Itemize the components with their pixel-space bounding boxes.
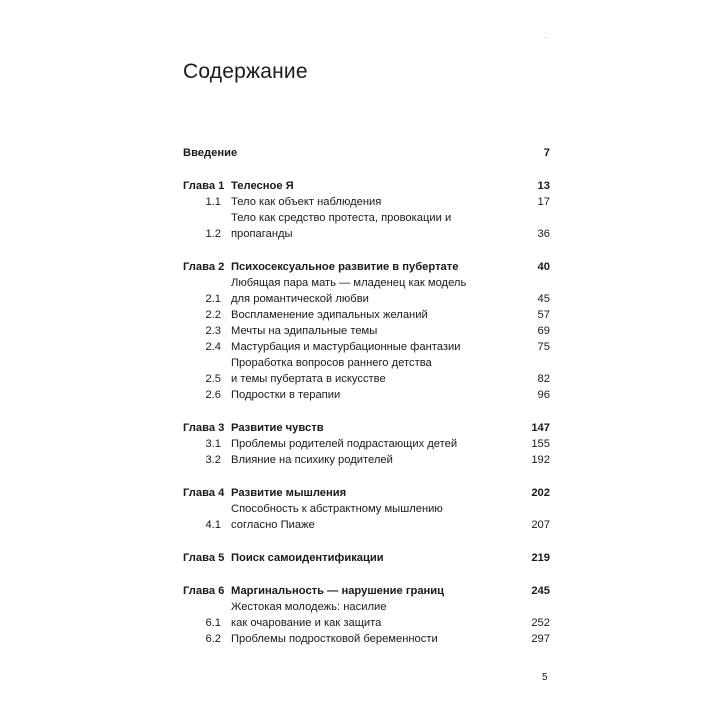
entry-title bbox=[231, 355, 510, 387]
entry-title-line: Воспламенение эдипальных желаний bbox=[231, 309, 428, 321]
entry-page: 75 bbox=[537, 341, 550, 353]
entry-title-line: Проработка вопросов раннего детства bbox=[231, 357, 432, 369]
entry-number: 2.2 bbox=[205, 309, 221, 321]
intro-page: 7 bbox=[543, 147, 550, 159]
chapter-section bbox=[183, 583, 550, 647]
entry-title bbox=[231, 501, 510, 533]
entry-title-line: и темы пубертата в искусстве bbox=[231, 373, 386, 385]
chapter-page: 147 bbox=[531, 422, 550, 434]
toc-entry[interactable] bbox=[183, 599, 550, 631]
toc-entry[interactable] bbox=[183, 194, 550, 210]
entry-title bbox=[231, 631, 510, 647]
chapter-section bbox=[183, 550, 550, 566]
chapter-page: 219 bbox=[531, 552, 550, 564]
entry-page: 82 bbox=[537, 373, 550, 385]
toc-entry[interactable] bbox=[183, 275, 550, 307]
entry-number: 3.2 bbox=[205, 454, 221, 466]
corner-mark: . bbox=[545, 33, 547, 40]
entry-number: 4.1 bbox=[205, 519, 221, 531]
entry-title-line: Подростки в терапии bbox=[231, 389, 341, 401]
entry-number: 2.1 bbox=[205, 293, 221, 305]
entry-page: 45 bbox=[537, 293, 550, 305]
chapter-row[interactable] bbox=[183, 550, 550, 566]
chapter-title: Телесное Я bbox=[231, 180, 294, 192]
entry-title-line: Тело как средство протеста, провокации и пропаганды bbox=[231, 212, 452, 240]
entry-number: 6.2 bbox=[205, 633, 221, 645]
toc-entry[interactable] bbox=[183, 323, 550, 339]
entry-page: 297 bbox=[531, 633, 550, 645]
toc-entry[interactable] bbox=[183, 631, 550, 647]
chapter-label: Глава 2 bbox=[183, 261, 225, 273]
entry-title bbox=[231, 452, 510, 468]
chapter-title: Маргинальность — нарушение границ bbox=[231, 585, 445, 597]
chapter-label: Глава 3 bbox=[183, 422, 225, 434]
entry-title bbox=[231, 436, 510, 452]
entry-title-line: Жестокая молодежь: насилие bbox=[231, 601, 387, 613]
entry-number: 1.2 bbox=[205, 228, 221, 240]
entry-page: 69 bbox=[537, 325, 550, 337]
entry-page: 207 bbox=[531, 519, 550, 531]
entry-title bbox=[231, 339, 510, 355]
entry-number: 6.1 bbox=[205, 617, 221, 629]
entry-title bbox=[231, 275, 510, 307]
entry-number: 2.4 bbox=[205, 341, 221, 353]
toc-entry[interactable] bbox=[183, 452, 550, 468]
chapter-section bbox=[183, 485, 550, 533]
entry-page: 57 bbox=[537, 309, 550, 321]
entry-number: 3.1 bbox=[205, 438, 221, 450]
page-title: Содержание bbox=[183, 60, 308, 83]
entry-title bbox=[231, 307, 510, 323]
chapter-label: Глава 5 bbox=[183, 552, 225, 564]
chapter-page: 202 bbox=[531, 487, 550, 499]
entry-number: 1.1 bbox=[205, 196, 221, 208]
page-number: 5 bbox=[542, 672, 548, 683]
entry-title-line: Мечты на эдипальные темы bbox=[231, 325, 378, 337]
entry-number: 2.6 bbox=[205, 389, 221, 401]
entry-page: 192 bbox=[531, 454, 550, 466]
entry-title-line: Проблемы родителей подрастающих детей bbox=[231, 438, 458, 450]
entry-title-line: Проблемы подростковой беременности bbox=[231, 633, 438, 645]
entry-title-line: Влияние на психику родителей bbox=[231, 454, 393, 466]
chapter-row[interactable] bbox=[183, 259, 550, 275]
chapter-row[interactable] bbox=[183, 583, 550, 599]
chapter-label: Глава 4 bbox=[183, 487, 225, 499]
entry-number: 2.3 bbox=[205, 325, 221, 337]
entry-page: 17 bbox=[537, 196, 550, 208]
entry-title-line: Способность к абстрактному мышлению bbox=[231, 503, 443, 515]
chapter-section bbox=[183, 178, 550, 242]
intro-label: Введение bbox=[183, 147, 238, 159]
chapter-title: Развитие чувств bbox=[231, 422, 324, 434]
toc-entry[interactable] bbox=[183, 210, 550, 242]
chapter-section bbox=[183, 420, 550, 468]
chapter-row[interactable] bbox=[183, 485, 550, 501]
toc-entry[interactable] bbox=[183, 355, 550, 387]
entry-title-line: Тело как объект наблюдения bbox=[231, 196, 382, 208]
entry-page: 252 bbox=[531, 617, 550, 629]
chapter-section bbox=[183, 259, 550, 403]
toc-entry[interactable] bbox=[183, 387, 550, 403]
toc-entry[interactable] bbox=[183, 307, 550, 323]
entry-title bbox=[231, 323, 510, 339]
entry-page: 155 bbox=[531, 438, 550, 450]
intro-row[interactable] bbox=[183, 145, 550, 161]
entry-title bbox=[231, 387, 510, 403]
toc-entry[interactable] bbox=[183, 339, 550, 355]
chapter-title: Развитие мышления bbox=[231, 487, 347, 499]
entry-title-line: Мастурбация и мастурбационные фантазии bbox=[231, 341, 461, 353]
entry-page: 36 bbox=[537, 228, 550, 240]
entry-title-line: для романтической любви bbox=[231, 293, 369, 305]
chapter-label: Глава 6 bbox=[183, 585, 225, 597]
table-of-contents bbox=[183, 145, 550, 664]
entry-title-line: Любящая пара мать — младенец как модель bbox=[231, 277, 467, 289]
entry-title bbox=[231, 210, 510, 242]
entry-number: 2.5 bbox=[205, 373, 221, 385]
toc-entry[interactable] bbox=[183, 436, 550, 452]
entry-title-line: как очарование и как защита bbox=[231, 617, 382, 629]
chapter-page: 245 bbox=[531, 585, 550, 597]
chapter-title: Поиск самоидентификации bbox=[231, 552, 384, 564]
intro-section bbox=[183, 145, 550, 161]
entry-title bbox=[231, 194, 510, 210]
chapter-page: 40 bbox=[537, 261, 550, 273]
chapter-row[interactable] bbox=[183, 178, 550, 194]
entry-page: 96 bbox=[537, 389, 550, 401]
toc-entry[interactable] bbox=[183, 501, 550, 533]
entry-title-line: согласно Пиаже bbox=[231, 519, 315, 531]
chapter-page: 13 bbox=[537, 180, 550, 192]
chapter-title: Психосексуальное развитие в пубертате bbox=[231, 261, 459, 273]
chapter-label: Глава 1 bbox=[183, 180, 225, 192]
chapter-row[interactable] bbox=[183, 420, 550, 436]
entry-title bbox=[231, 599, 510, 631]
